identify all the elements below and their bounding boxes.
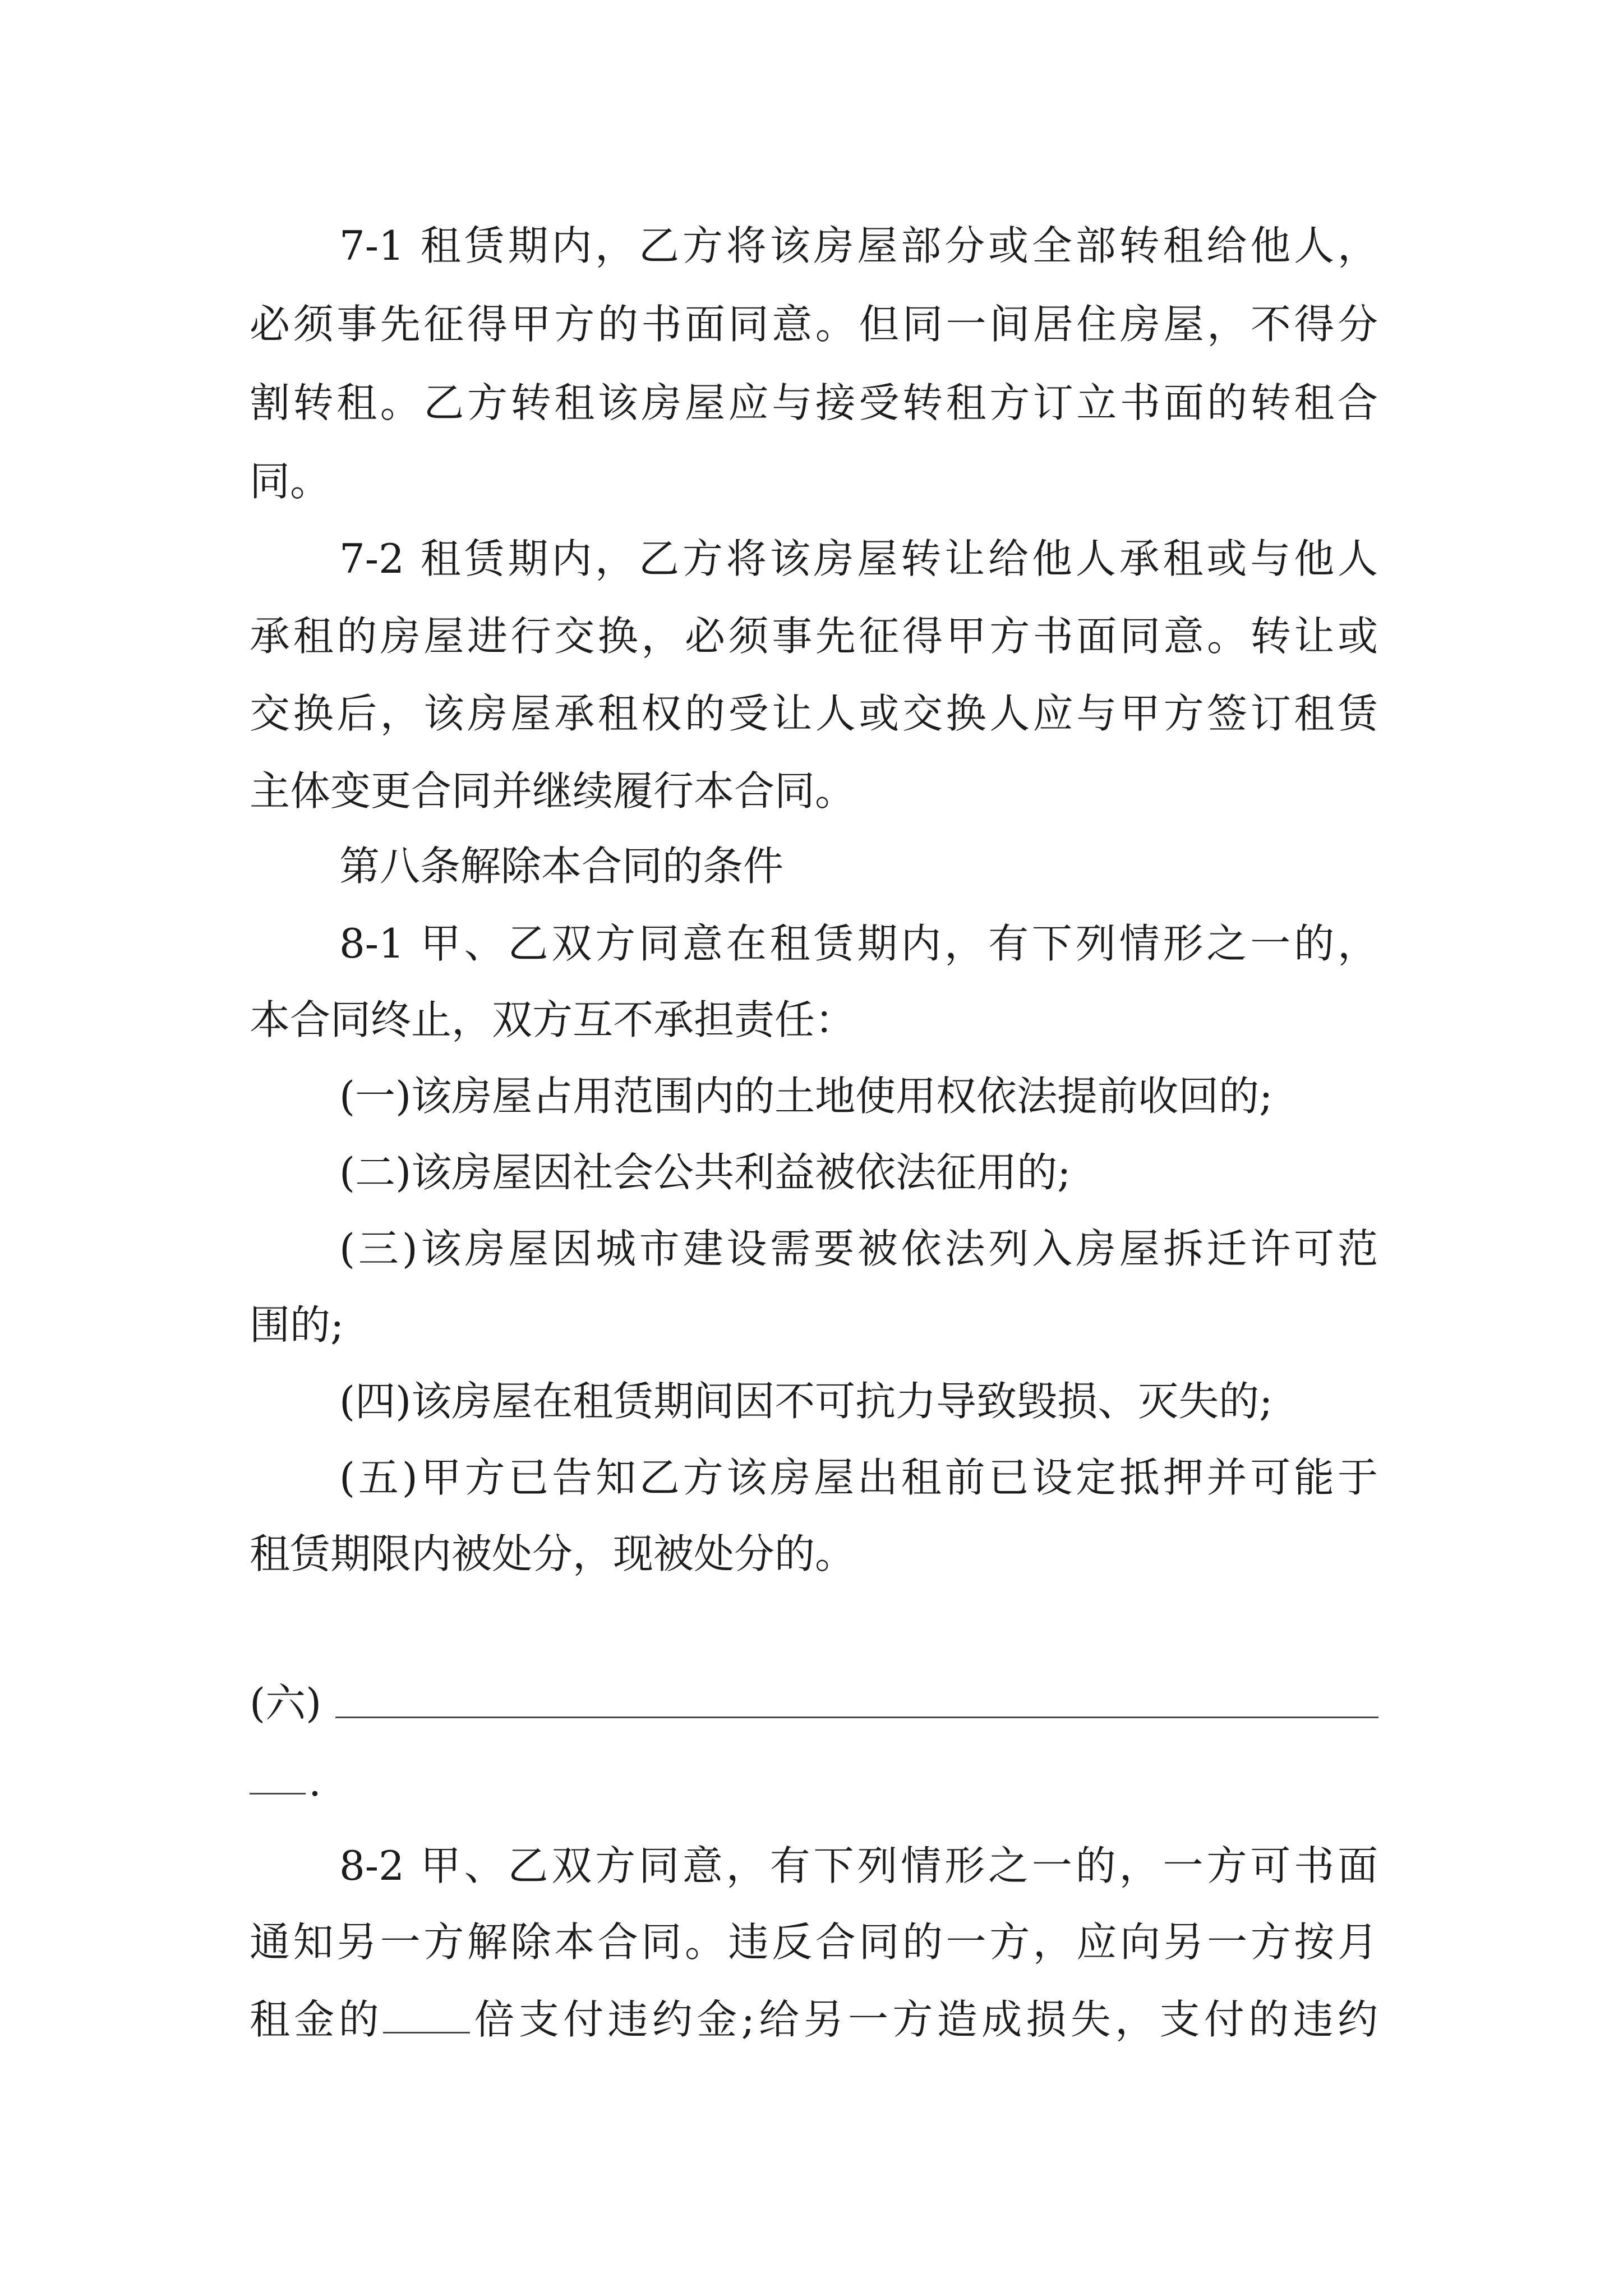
para-8-2-line-3-before: 租金的 [250, 1996, 384, 2043]
para-7-2-line-2: 承租的房屋进行交换，必须事先征得甲方书面同意。转让或 [250, 613, 1378, 660]
para-7-1-line-3: 割转租。乙方转租该房屋应与接受转租方订立书面的转租合 [250, 379, 1378, 426]
para-8-1-line-2: 本合同终止，双方互不承担责任： [250, 996, 856, 1043]
multiplier-blank [383, 1998, 470, 2033]
para-8-2-line-3-after: 倍支付违约金;给另一方造成损失，支付的违约 [470, 1996, 1378, 2043]
item-6-label: (六) [250, 1680, 322, 1727]
para-7-1-line-1: 7-1 租赁期内，乙方将该房屋部分或全部转租给他人， [339, 222, 1378, 269]
para-8-1-line-1: 8-1 甲、乙双方同意在租赁期内，有下列情形之一的， [339, 920, 1378, 967]
para-7-2-line-4: 主体变更合同并继续履行本合同。 [250, 767, 856, 815]
para-8-2-line-1: 8-2 甲、乙双方同意，有下列情形之一的，一方可书面 [339, 1842, 1378, 1889]
para-7-2-line-1: 7-2 租赁期内，乙方将该房屋转让给他人承租或与他人 [339, 535, 1378, 582]
para-7-1-line-2: 必须事先征得甲方的书面同意。但同一间居住房屋，不得分 [250, 301, 1378, 348]
para-7-1-line-4: 同。 [250, 458, 331, 505]
item-2: (二)该房屋因社会公共利益被依法征用的; [339, 1149, 1071, 1196]
item-6-fill-line-continued [250, 1793, 306, 1795]
item-6-end: . [308, 1758, 321, 1805]
para-8-2-line-3 [250, 1996, 1378, 2043]
item-6-fill-line [335, 1717, 1378, 1718]
item-3-line-2: 围的; [250, 1301, 344, 1349]
para-7-2-line-3: 交换后，该房屋承租权的受让人或交换人应与甲方签订租赁 [250, 690, 1378, 737]
para-8-2-line-2: 通知另一方解除本合同。违反合同的一方，应向另一方按月 [250, 1918, 1378, 1966]
article-8-heading: 第八条解除本合同的条件 [339, 843, 784, 890]
item-1: (一)该房屋占用范围内的土地使用权依法提前收回的; [339, 1073, 1273, 1120]
item-5-line-2: 租赁期限内被处分，现被处分的。 [250, 1530, 856, 1577]
item-3-line-1: (三)该房屋因城市建设需要被依法列入房屋拆迁许可范 [339, 1225, 1378, 1272]
item-4: (四)该房屋在租赁期间因不可抗力导致毁损、灭失的; [339, 1378, 1273, 1425]
item-5-line-1: (五)甲方已告知乙方该房屋出租前已设定抵押并可能于 [339, 1454, 1378, 1501]
